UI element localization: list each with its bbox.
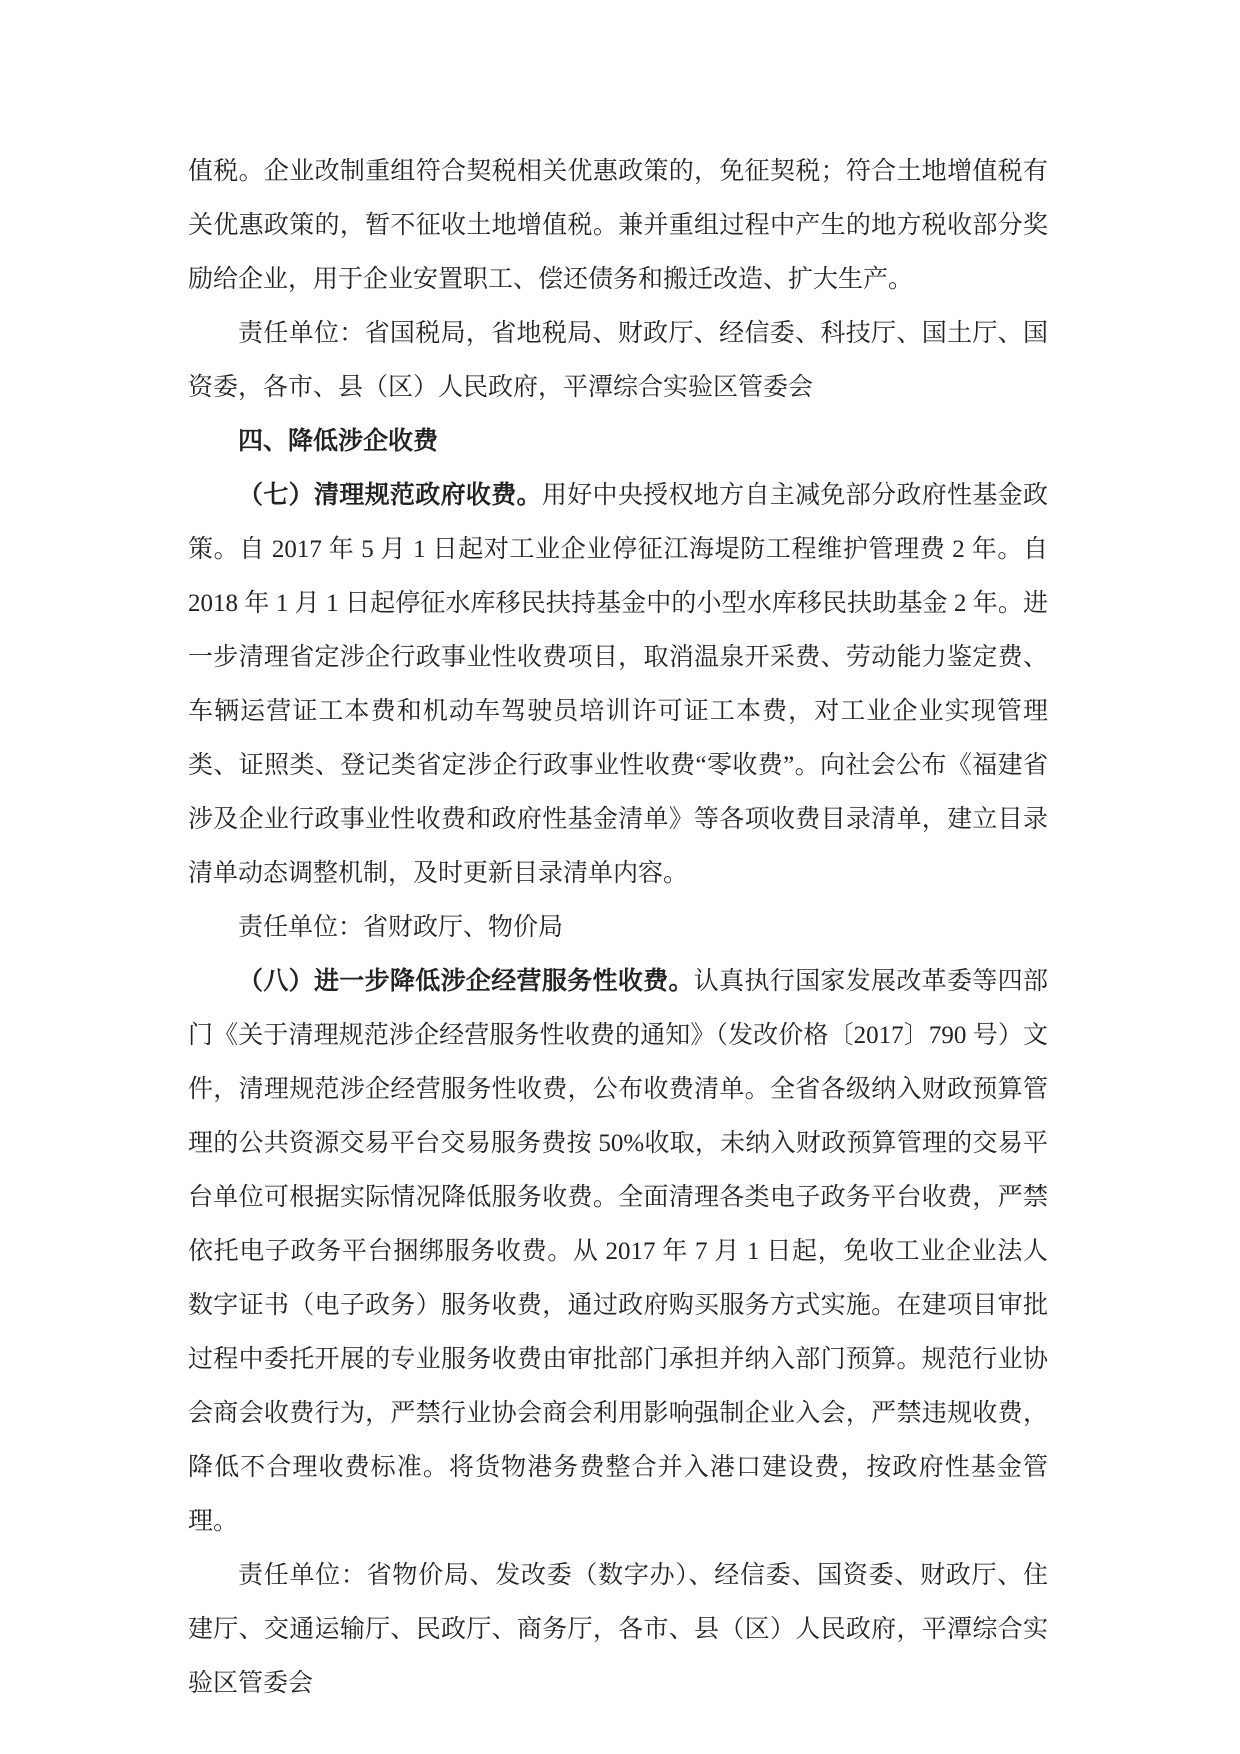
paragraph-text: 值税。企业改制重组符合契税相关优惠政策的，免征契税；符合土地增值税有关优惠政策的，暂不征收土地增值税。兼并重组过程中产生的地方税收部分奖励给企业，用于企业安置职工、偿还债务和搬迁改造、扩大生产。 [188,158,1048,293]
responsible-units-paragraph [188,1549,1048,1711]
paragraph-text: 责任单位：省国税局，省地税局、财政厅、经信委、科技厅、国土厅、国资委，各市、县（区）人民政府，平潭综合实验区管委会 [188,320,1048,401]
continuation-paragraph [188,145,1048,307]
paragraph-text: 责任单位：省物价局、发改委（数字办）、经信委、国资委、财政厅、住建厅、交通运输厅、民政厅、商务厅，各市、县（区）人民政府，平潭综合实验区管委会 [188,1562,1048,1697]
paragraph-text: 责任单位：省财政厅、物价局 [238,914,564,941]
item-8-paragraph [188,955,1048,1549]
responsible-units-paragraph [188,901,1048,955]
section-heading [188,415,1048,469]
item-7-title: （七）清理规范政府收费。 [238,482,542,509]
item-8-body-text: 认真执行国家发展改革委等四部门《关于清理规范涉企经营服务性收费的通知》（发改价格〔2017〕790 号）文件，清理规范涉企经营服务性收费，公布收费清单。全省各级纳入财政预算管理的公共资源交易平台交易服务费按 50%收取，未纳入财政预算管理的交易平台单位可根据实际情况降低服务收费。全面清理各类电子政务平台收费，严禁依托电子政务平台捆绑服务收费。从 2017 年 7 月 1 日起，免收工业企业法人数字证书（电子政务）服务收费，通过政府购买服务方式实施。在建项目审批过程中委托开展的专业服务收费由审批部门承担并纳入部门预算。规范行业协会商会收费行为，严禁行业协会商会利用影响强制企业入会，严禁违规收费，降低不合理收费标准。将货物港务费整合并入港口建设费，按政府性基金管理。 [188,968,1048,1535]
item-7-paragraph [188,469,1048,901]
section-heading-text: 四、降低涉企收费 [238,428,439,455]
item-7-body-text: 用好中央授权地方自主减免部分政府性基金政策。自 2017 年 5 月 1 日起对工业企业停征江海堤防工程维护管理费 2 年。自 2018 年 1 月 1 日起停征水库移民扶持基金中的小型水库移民扶助基金 2 年。进一步清理省定涉企行政事业性收费项目，取消温泉开采费、劳动能力鉴定费、车辆运营证工本费和机动车驾驶员培训许可证工本费，对工业企业实现管理类、证照类、登记类省定涉企行政事业性收费“零收费”。向社会公布《福建省涉及企业行政事业性收费和政府性基金清单》等各项收费目录清单，建立目录清单动态调整机制，及时更新目录清单内容。 [188,482,1048,887]
item-8-title: （八）进一步降低涉企经营服务性收费。 [238,968,694,995]
document-text-area [188,145,1048,1711]
responsible-units-paragraph [188,307,1048,415]
